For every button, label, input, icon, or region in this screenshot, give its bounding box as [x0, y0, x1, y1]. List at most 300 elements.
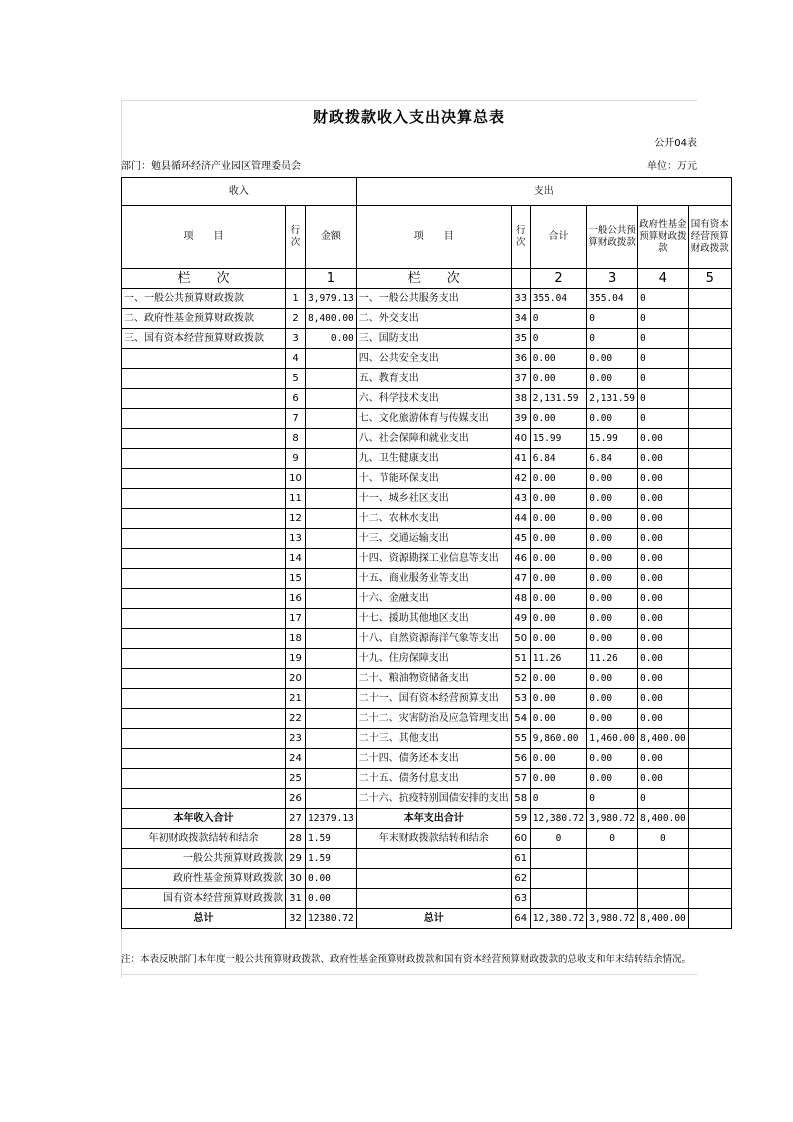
grand-total-income-amount: 12380.72	[306, 909, 357, 929]
income-line-no: 6	[286, 389, 306, 409]
expense-general-budget: 0.00	[587, 369, 638, 389]
expense-line-no: 37	[511, 369, 530, 389]
income-line-no: 17	[286, 609, 306, 629]
table-row	[122, 709, 732, 729]
carryover-row	[122, 869, 732, 889]
income-amount-header: 金额	[306, 206, 357, 269]
expense-total: 0.00	[530, 569, 586, 589]
carryover-row	[122, 849, 732, 869]
table-row	[122, 429, 732, 449]
expense-total: 6.84	[530, 449, 586, 469]
expense-line-no: 56	[511, 749, 530, 769]
expense-line-no: 64	[511, 909, 530, 929]
expense-state-capital	[688, 349, 731, 369]
expense-state-capital	[688, 649, 731, 669]
expense-total: 0.00	[530, 349, 586, 369]
carryover-expense-total	[530, 869, 586, 889]
expense-total: 0.00	[530, 409, 586, 429]
expense-total: 0.00	[530, 689, 586, 709]
expense-total: 0.00	[530, 589, 586, 609]
year-income-total-amount: 12379.13	[306, 809, 357, 829]
income-line-no: 20	[286, 669, 306, 689]
expense-line-no: 40	[511, 429, 530, 449]
income-amount	[306, 669, 357, 689]
expense-state-capital	[688, 589, 731, 609]
expense-line-no: 63	[511, 889, 530, 909]
expense-total: 0.00	[530, 549, 586, 569]
expense-state-capital	[688, 709, 731, 729]
carryover-expense-item: 年末财政拨款结转和结余	[356, 829, 511, 849]
income-section-header: 收入	[122, 178, 357, 206]
income-item	[122, 689, 286, 709]
expense-item: 二十、粮油物资储备支出	[356, 669, 511, 689]
expense-state-capital	[688, 469, 731, 489]
expense-state-capital	[688, 689, 731, 709]
expense-general-budget: 0.00	[587, 749, 638, 769]
expense-item-header: 项 目	[356, 206, 511, 269]
expense-line-no: 54	[511, 709, 530, 729]
expense-gov-fund: 0	[638, 409, 689, 429]
expense-total: 0	[530, 309, 586, 329]
table-row	[122, 509, 732, 529]
carryover-expense-general	[587, 869, 638, 889]
expense-item: 十七、援助其他地区支出	[356, 609, 511, 629]
expense-total: 11.26	[530, 649, 586, 669]
table-row	[122, 289, 732, 309]
expense-line-no: 62	[511, 869, 530, 889]
table-row	[122, 529, 732, 549]
income-item	[122, 469, 286, 489]
expense-line-no: 48	[511, 589, 530, 609]
expense-gov-fund: 0	[638, 289, 689, 309]
expense-gov-fund: 0.00	[638, 429, 689, 449]
expense-gov-fund: 0.00	[638, 609, 689, 629]
expense-gov-fund: 0.00	[638, 649, 689, 669]
income-item	[122, 609, 286, 629]
grand-total-expense-label: 总计	[356, 909, 511, 929]
empty-cell	[688, 869, 731, 889]
income-amount	[306, 449, 357, 469]
income-line-no: 32	[286, 909, 306, 929]
income-line-no: 9	[286, 449, 306, 469]
expense-general-budget: 0.00	[587, 589, 638, 609]
expense-gov-fund: 0.00	[638, 769, 689, 789]
table-row	[122, 629, 732, 649]
carryover-expense-total	[530, 849, 586, 869]
header-row-sections	[122, 178, 732, 206]
form-number: 公开04表	[654, 138, 697, 149]
income-line-no: 12	[286, 509, 306, 529]
expense-general-budget: 0.00	[587, 509, 638, 529]
year-total-row	[122, 809, 732, 829]
expense-general-budget: 15.99	[587, 429, 638, 449]
income-item: 三、国有资本经营预算财政拨款	[122, 329, 286, 349]
table-row	[122, 329, 732, 349]
carryover-expense-general: 0	[587, 829, 638, 849]
carryover-expense-gov	[638, 889, 689, 909]
expense-item: 二十一、国有资本经营预算支出	[356, 689, 511, 709]
expense-item: 十四、资源勘探工业信息等支出	[356, 549, 511, 569]
income-item	[122, 769, 286, 789]
expense-general-budget: 0.00	[587, 409, 638, 429]
expense-line-no: 46	[511, 549, 530, 569]
expense-general-budget: 0.00	[587, 689, 638, 709]
expense-total: 0.00	[530, 509, 586, 529]
expense-state-capital	[688, 489, 731, 509]
carryover-expense-gov	[638, 849, 689, 869]
income-amount	[306, 529, 357, 549]
carryover-expense-gov: 0	[638, 829, 689, 849]
income-line-no: 2	[286, 309, 306, 329]
expense-gov-fund: 0.00	[638, 509, 689, 529]
income-amount	[306, 789, 357, 809]
expense-general-budget: 0.00	[587, 709, 638, 729]
income-item	[122, 429, 286, 449]
expense-gov-fund: 0.00	[638, 589, 689, 609]
expense-total: 0.00	[530, 769, 586, 789]
income-amount	[306, 589, 357, 609]
expense-item: 一、一般公共服务支出	[356, 289, 511, 309]
income-amount	[306, 489, 357, 509]
income-amount	[306, 349, 357, 369]
column-number-1: 1	[306, 269, 357, 289]
income-item	[122, 549, 286, 569]
income-amount: 0.00	[306, 329, 357, 349]
total-header: 合计	[530, 206, 586, 269]
expense-gov-fund: 0.00	[638, 709, 689, 729]
expense-line-no: 45	[511, 529, 530, 549]
income-line-no: 27	[286, 809, 306, 829]
income-line-no: 25	[286, 769, 306, 789]
income-item	[122, 389, 286, 409]
column-number-3: 3	[587, 269, 638, 289]
page-title: 财政拨款收入支出决算总表	[312, 108, 505, 126]
expense-line-no: 44	[511, 509, 530, 529]
expense-state-capital	[688, 389, 731, 409]
expense-total: 0.00	[530, 749, 586, 769]
grand-total-gov: 8,400.00	[638, 909, 689, 929]
expense-line-no: 33	[511, 289, 530, 309]
income-amount	[306, 409, 357, 429]
year-expense-total: 12,380.72	[530, 809, 586, 829]
expense-item: 十九、住房保障支出	[356, 649, 511, 669]
expense-state-capital	[688, 509, 731, 529]
carryover-expense-item	[356, 889, 511, 909]
income-line-no: 10	[286, 469, 306, 489]
expense-item: 三、国防支出	[356, 329, 511, 349]
expense-gov-fund: 0.00	[638, 549, 689, 569]
expense-column-label: 栏 次	[356, 269, 511, 289]
carryover-expense-general	[587, 889, 638, 909]
income-line-no: 31	[286, 889, 306, 909]
income-amount	[306, 649, 357, 669]
general-budget-header: 一般公共预算财政拨款	[587, 206, 638, 269]
expense-total: 0	[530, 789, 586, 809]
expense-state-capital	[688, 329, 731, 349]
expense-item: 二十三、其他支出	[356, 729, 511, 749]
expense-gov-fund: 0.00	[638, 469, 689, 489]
carryover-expense-total	[530, 889, 586, 909]
expense-section-header: 支出	[356, 178, 731, 206]
carryover-income-amount: 0.00	[306, 869, 357, 889]
income-amount	[306, 469, 357, 489]
expense-total: 0.00	[530, 369, 586, 389]
expense-general-budget: 1,460.00	[587, 729, 638, 749]
expense-gov-fund: 0	[638, 349, 689, 369]
expense-total: 0.00	[530, 629, 586, 649]
income-item	[122, 669, 286, 689]
expense-general-budget: 0.00	[587, 769, 638, 789]
sheet-top-line	[121, 100, 697, 101]
income-line-no-header: 行次	[286, 206, 306, 269]
income-item	[122, 449, 286, 469]
expense-total: 0	[530, 329, 586, 349]
grand-total-row	[122, 909, 732, 929]
empty-cell	[688, 849, 731, 869]
expense-general-budget: 0.00	[587, 609, 638, 629]
year-income-total-label: 本年收入合计	[122, 809, 286, 829]
income-amount	[306, 749, 357, 769]
income-line-no: 24	[286, 749, 306, 769]
empty-cell	[688, 809, 731, 829]
expense-gov-fund: 0	[638, 789, 689, 809]
expense-total: 0.00	[530, 469, 586, 489]
table-row	[122, 489, 732, 509]
expense-general-budget: 0	[587, 309, 638, 329]
table-row	[122, 609, 732, 629]
table-row	[122, 789, 732, 809]
table-row	[122, 749, 732, 769]
header-row-columns	[122, 206, 732, 269]
income-line-no: 5	[286, 369, 306, 389]
expense-line-no: 36	[511, 349, 530, 369]
expense-total: 0.00	[530, 669, 586, 689]
column-number-2: 2	[530, 269, 586, 289]
expense-general-budget: 11.26	[587, 649, 638, 669]
grand-total-income-label: 总计	[122, 909, 286, 929]
expense-total: 355.04	[530, 289, 586, 309]
expense-gov-fund: 0	[638, 389, 689, 409]
table-row	[122, 389, 732, 409]
expense-total: 0.00	[530, 489, 586, 509]
income-item	[122, 349, 286, 369]
carryover-expense-item	[356, 869, 511, 889]
income-line-no: 18	[286, 629, 306, 649]
expense-state-capital	[688, 529, 731, 549]
expense-gov-fund: 0.00	[638, 569, 689, 589]
expense-item: 二十四、债务还本支出	[356, 749, 511, 769]
expense-line-no: 59	[511, 809, 530, 829]
expense-item: 二十二、灾害防治及应急管理支出	[356, 709, 511, 729]
expense-general-budget: 0.00	[587, 469, 638, 489]
expense-gov-fund: 0.00	[638, 749, 689, 769]
empty-cell	[688, 829, 731, 849]
expense-item: 七、文化旅游体育与传媒支出	[356, 409, 511, 429]
expense-gov-fund: 0	[638, 369, 689, 389]
expense-state-capital	[688, 549, 731, 569]
expense-total: 9,860.00	[530, 729, 586, 749]
unit-label: 单位：万元	[647, 161, 697, 172]
expense-line-no: 47	[511, 569, 530, 589]
income-item	[122, 369, 286, 389]
income-line-no: 23	[286, 729, 306, 749]
carryover-expense-gov	[638, 869, 689, 889]
empty-cell	[688, 909, 731, 929]
expense-item: 十五、商业服务业等支出	[356, 569, 511, 589]
expense-general-budget: 0	[587, 789, 638, 809]
table-row	[122, 569, 732, 589]
income-line-no: 19	[286, 649, 306, 669]
expense-item: 二十五、债务付息支出	[356, 769, 511, 789]
carryover-row	[122, 889, 732, 909]
expense-gov-fund: 0.00	[638, 629, 689, 649]
expense-state-capital	[688, 669, 731, 689]
expense-gov-fund: 0.00	[638, 449, 689, 469]
department-label: 部门：勉县循环经济产业园区管理委员会	[121, 161, 301, 172]
empty-cell	[286, 269, 306, 289]
income-amount	[306, 429, 357, 449]
expense-total: 2,131.59	[530, 389, 586, 409]
income-line-no: 7	[286, 409, 306, 429]
income-amount	[306, 769, 357, 789]
table-row	[122, 689, 732, 709]
expense-total: 0.00	[530, 529, 586, 549]
income-amount	[306, 509, 357, 529]
carryover-income-item: 一般公共预算财政拨款	[122, 849, 286, 869]
income-amount: 3,979.13	[306, 289, 357, 309]
income-line-no: 1	[286, 289, 306, 309]
expense-item: 十一、城乡社区支出	[356, 489, 511, 509]
income-amount	[306, 629, 357, 649]
expense-gov-fund: 0	[638, 329, 689, 349]
income-line-no: 13	[286, 529, 306, 549]
income-item	[122, 489, 286, 509]
expense-item: 四、公共安全支出	[356, 349, 511, 369]
income-line-no: 26	[286, 789, 306, 809]
expense-line-no: 41	[511, 449, 530, 469]
income-item	[122, 709, 286, 729]
expense-general-budget: 0.00	[587, 349, 638, 369]
empty-cell	[688, 889, 731, 909]
income-item	[122, 529, 286, 549]
expense-line-no: 38	[511, 389, 530, 409]
year-expense-gov: 8,400.00	[638, 809, 689, 829]
income-item	[122, 649, 286, 669]
carryover-expense-general	[587, 849, 638, 869]
carryover-income-item: 年初财政拨款结转和结余	[122, 829, 286, 849]
expense-general-budget: 0.00	[587, 569, 638, 589]
expense-gov-fund: 0.00	[638, 689, 689, 709]
expense-total: 0.00	[530, 709, 586, 729]
expense-state-capital	[688, 449, 731, 469]
table-row	[122, 649, 732, 669]
expense-item: 五、教育支出	[356, 369, 511, 389]
expense-total: 15.99	[530, 429, 586, 449]
expense-line-no: 43	[511, 489, 530, 509]
expense-item: 九、卫生健康支出	[356, 449, 511, 469]
expense-line-no: 42	[511, 469, 530, 489]
income-column-label: 栏 次	[122, 269, 286, 289]
expense-state-capital	[688, 409, 731, 429]
income-item	[122, 569, 286, 589]
expense-general-budget: 6.84	[587, 449, 638, 469]
expense-general-budget: 355.04	[587, 289, 638, 309]
table-row	[122, 589, 732, 609]
table-row	[122, 769, 732, 789]
expense-general-budget: 0.00	[587, 529, 638, 549]
footnote: 注：本表反映部门本年度一般公共预算财政拨款、政府性基金预算财政拨款和国有资本经营预算财政拨款的总收支和年末结转结余情况。	[121, 954, 692, 965]
year-expense-general: 3,980.72	[587, 809, 638, 829]
expense-item: 二、外交支出	[356, 309, 511, 329]
income-line-no: 22	[286, 709, 306, 729]
gov-fund-header: 政府性基金预算财政拨款	[638, 206, 689, 269]
sheet-bottom-line	[121, 974, 697, 975]
expense-general-budget: 0.00	[587, 489, 638, 509]
income-item	[122, 589, 286, 609]
fiscal-summary-table	[121, 177, 732, 929]
income-item-header: 项 目	[122, 206, 286, 269]
expense-line-no: 52	[511, 669, 530, 689]
income-line-no: 11	[286, 489, 306, 509]
expense-gov-fund: 0.00	[638, 489, 689, 509]
table-row	[122, 409, 732, 429]
income-item: 一、一般公共预算财政拨款	[122, 289, 286, 309]
carryover-income-amount: 1.59	[306, 829, 357, 849]
expense-state-capital	[688, 369, 731, 389]
income-line-no: 16	[286, 589, 306, 609]
expense-state-capital	[688, 749, 731, 769]
table-row	[122, 349, 732, 369]
expense-state-capital	[688, 789, 731, 809]
expense-state-capital	[688, 729, 731, 749]
income-item	[122, 749, 286, 769]
table-row	[122, 669, 732, 689]
expense-state-capital	[688, 629, 731, 649]
expense-state-capital	[688, 609, 731, 629]
expense-line-no: 55	[511, 729, 530, 749]
expense-line-no: 34	[511, 309, 530, 329]
table-row	[122, 469, 732, 489]
income-item	[122, 509, 286, 529]
expense-item: 十三、交通运输支出	[356, 529, 511, 549]
expense-general-budget: 0.00	[587, 629, 638, 649]
income-line-no: 30	[286, 869, 306, 889]
expense-state-capital	[688, 569, 731, 589]
expense-line-no: 53	[511, 689, 530, 709]
table-row	[122, 449, 732, 469]
table-row	[122, 369, 732, 389]
income-amount	[306, 609, 357, 629]
expense-general-budget: 2,131.59	[587, 389, 638, 409]
year-expense-total-label: 本年支出合计	[356, 809, 511, 829]
income-line-no: 28	[286, 829, 306, 849]
empty-cell	[511, 269, 530, 289]
expense-line-no: 60	[511, 829, 530, 849]
expense-line-no: 57	[511, 769, 530, 789]
income-item	[122, 729, 286, 749]
expense-item: 二十六、抗疫特别国债安排的支出	[356, 789, 511, 809]
expense-total: 0.00	[530, 609, 586, 629]
expense-general-budget: 0.00	[587, 549, 638, 569]
expense-line-no: 35	[511, 329, 530, 349]
income-line-no: 15	[286, 569, 306, 589]
income-amount: 8,400.00	[306, 309, 357, 329]
expense-line-no: 39	[511, 409, 530, 429]
income-amount	[306, 709, 357, 729]
income-line-no: 29	[286, 849, 306, 869]
income-item: 二、政府性基金预算财政拨款	[122, 309, 286, 329]
expense-gov-fund: 0	[638, 309, 689, 329]
